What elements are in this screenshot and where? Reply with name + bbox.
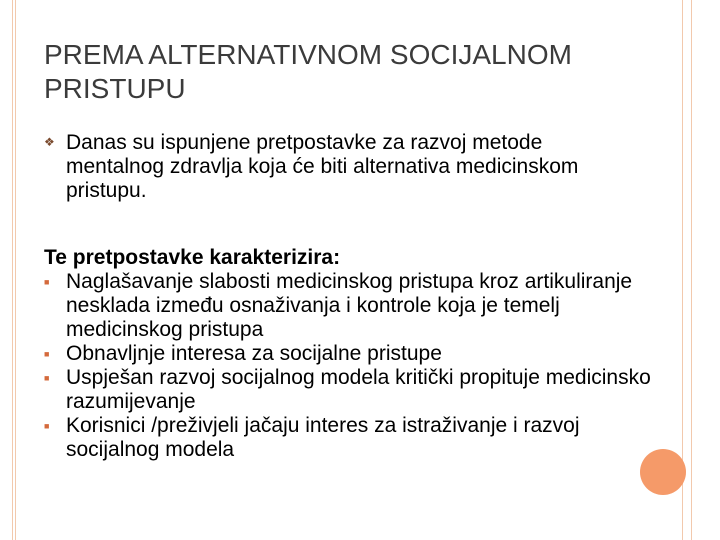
list-heading: Te pretpostavke karakterizira: (44, 246, 341, 269)
list-item-text: Obnavljnje interesa za socijalne pristupe (66, 342, 442, 365)
intro-paragraph (44, 128, 644, 203)
list-item-text: Uspješan razvoj socijalnog modela kritički propituje medicinsko razumijevanje (66, 366, 651, 413)
diamond-arrow-bullet-icon: ❖ (44, 135, 55, 149)
slide-title: PREMA ALTERNATIVNOM SOCIJALNOM PRISTUPU (44, 39, 572, 104)
intro-item (44, 128, 644, 203)
square-bullet-icon: ■ (44, 277, 50, 287)
list-item-text: Naglašavanje slabosti medicinskog pristupa kroz artikuliranje nesklada između osnaživanja i kontrole koja je temelj medicinskog pristupa (66, 270, 633, 341)
list-item (44, 342, 664, 366)
list-item (44, 366, 664, 414)
characteristics-list (44, 246, 664, 462)
list-item-text: Korisnici /preživjeli jačaju interes za istraživanje i razvoj socijalnog modela (66, 414, 580, 461)
decorative-frame-left (12, 0, 16, 540)
list-item (44, 414, 664, 462)
square-bullet-icon: ■ (44, 349, 50, 359)
decorative-frame-right (682, 0, 692, 540)
intro-text: Danas su ispunjene pretpostavke za razvoj metode mentalnog zdravlja koja će biti alternativa medicinskom pristupu. (66, 131, 579, 202)
square-bullet-icon: ■ (44, 373, 50, 383)
list-item (44, 270, 664, 342)
square-bullet-icon: ■ (44, 421, 50, 431)
